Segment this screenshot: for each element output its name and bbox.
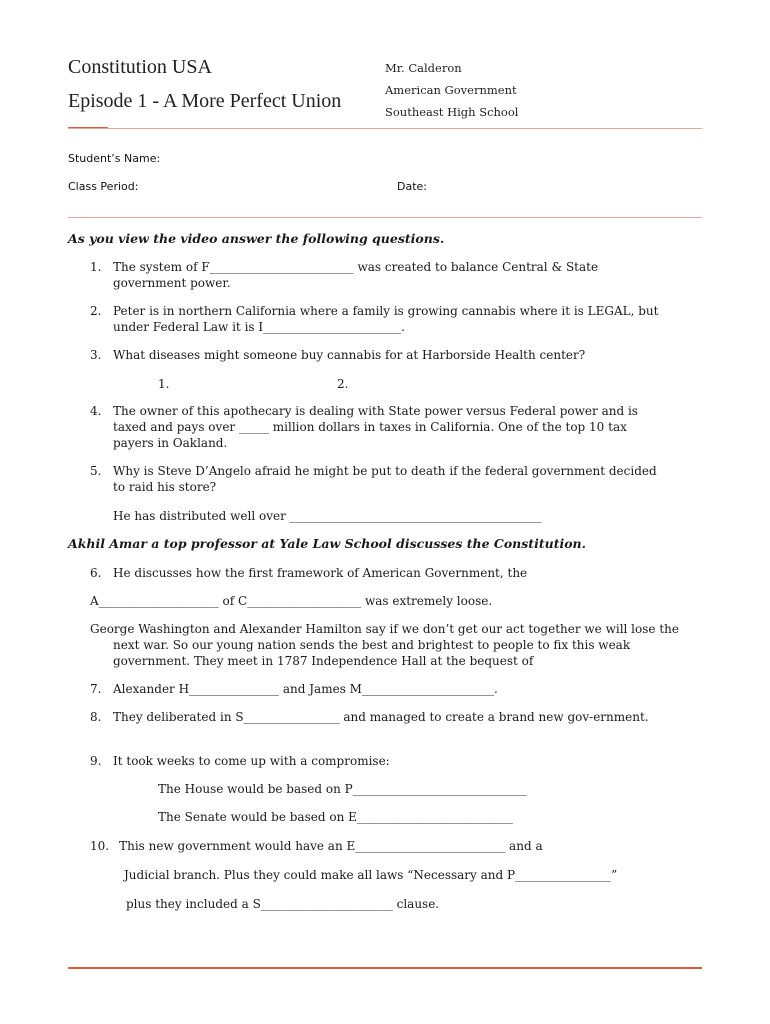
q3-option-1: 1. [158, 377, 170, 391]
question-6 [90, 565, 670, 581]
question-number: 2. [90, 304, 102, 318]
question-number: 3. [90, 348, 102, 362]
question-text: It took weeks to come up with a compromise: [113, 754, 390, 768]
question-text: Alexander H_______________ and James M______________________. [113, 682, 498, 696]
question-text: The owner of this apothecary is dealing with State power versus Federal power and is taxed and pays over _____ million dollars in taxes in California. One of the top 10 tax payers in Oakland. [113, 404, 638, 450]
question-9 [90, 753, 670, 769]
question-3 [90, 347, 670, 363]
question-1 [90, 259, 670, 291]
q10-line-2: Judicial branch. Plus they could make all laws “Necessary and P________________” [124, 868, 618, 882]
question-8 [90, 709, 670, 725]
teacher-name: Mr. Calderon [385, 61, 462, 75]
question-number: 1. [90, 260, 102, 274]
question-text: What diseases might someone buy cannabis for at Harborside Health center? [113, 348, 586, 362]
question-text: Peter is in northern California where a family is growing cannabis where it is LEGAL, but under Federal Law it is I_______________________. [113, 304, 659, 334]
question-number: 9. [90, 754, 102, 768]
section2-heading: Akhil Amar a top professor at Yale Law School discusses the Constitution. [68, 536, 586, 551]
header-info [385, 57, 518, 123]
footer-divider [68, 967, 702, 969]
question-number: 10. [90, 839, 110, 853]
question-text: The system of F________________________ was created to balance Central & State government power. [113, 260, 599, 290]
question-number: 4. [90, 404, 102, 418]
title-block [68, 55, 341, 113]
q10-line-3: plus they included a S______________________ clause. [126, 897, 440, 911]
q3-option-2: 2. [337, 377, 349, 391]
student-name-label: Student’s Name: [68, 152, 161, 165]
date-label: Date: [397, 180, 427, 193]
page-title: Constitution USA [68, 56, 212, 78]
page-subtitle: Episode 1 - A More Perfect Union [68, 90, 342, 112]
school-name: Southeast High School [385, 105, 519, 119]
q9-senate: The Senate would be based on E__________________________ [158, 810, 513, 824]
section1-heading: As you view the video answer the following questions. [68, 231, 445, 246]
header-divider [68, 128, 702, 129]
question-number: 5. [90, 464, 102, 478]
class-period-label: Class Period: [68, 180, 139, 193]
question-text: They deliberated in S________________ and managed to create a brand new gov-ernment. [113, 710, 649, 724]
question-number: 7. [90, 682, 102, 696]
question-text: He discusses how the first framework of American Government, the [113, 566, 528, 580]
question-5 [90, 463, 670, 495]
question-number: 8. [90, 710, 102, 724]
context-paragraph: George Washington and Alexander Hamilton say if we don’t get our act together we will lose the next war. So our young nation sends the best and brightest to people to fix this weak government. They meet in 1787 Independence Hall at the bequest of [90, 622, 679, 668]
question-4 [90, 403, 670, 451]
q6-line-2: A____________________ of C___________________ was extremely loose. [90, 594, 493, 608]
question-10 [90, 838, 543, 854]
question-text: This new government would have an E_________________________ and a [119, 839, 543, 853]
question-number: 6. [90, 566, 102, 580]
course-name: American Government [385, 83, 517, 97]
question-2 [90, 303, 670, 335]
q9-house: The House would be based on P_____________________________ [158, 782, 527, 796]
info-divider [68, 217, 702, 218]
question-text: Why is Steve D’Angelo afraid he might be put to death if the federal government decided to raid his store? [113, 464, 657, 494]
question-7 [90, 681, 670, 697]
q5-followup: He has distributed well over __________________________________________ [113, 509, 542, 523]
